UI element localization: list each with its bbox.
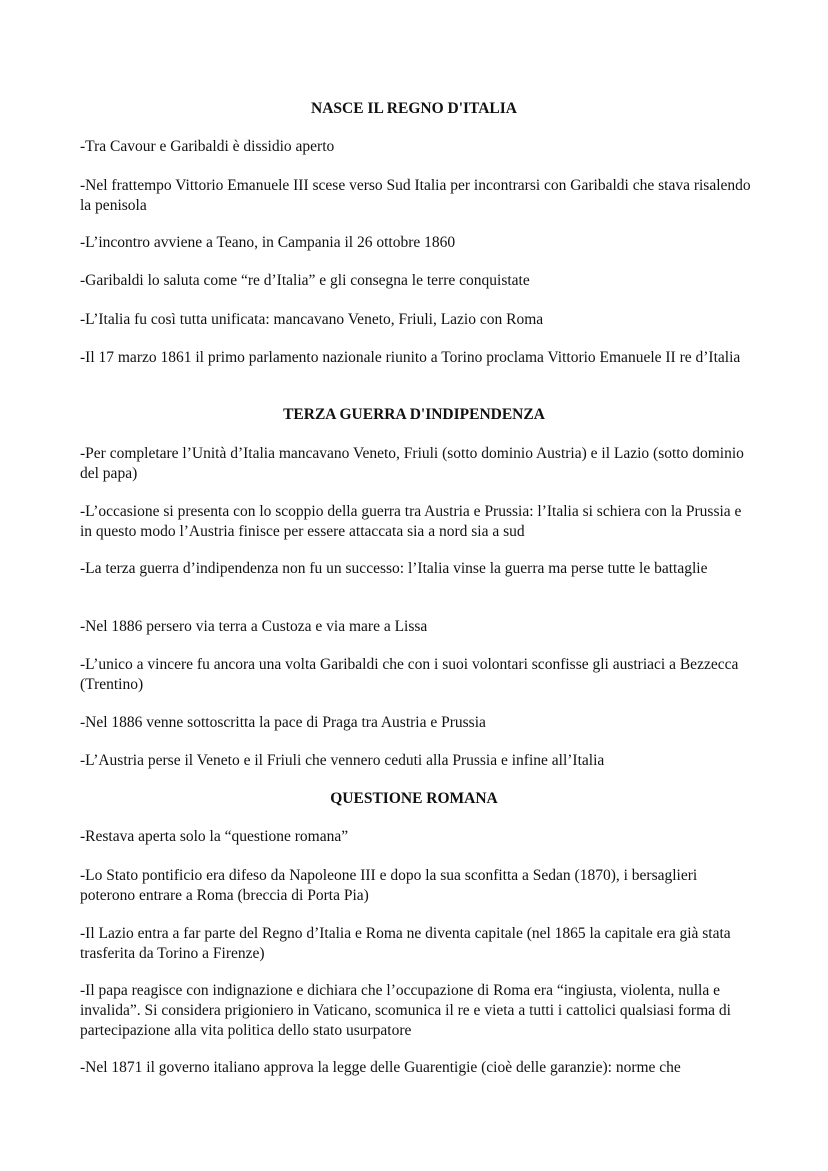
section-title: QUESTIONE ROMANA <box>330 790 498 807</box>
section-title: TERZA GUERRA D'INDIPENDENZA <box>283 406 545 423</box>
paragraph: -Lo Stato pontificio era difeso da Napoleone III e dopo la sua sconfitta a Sedan (1870), i bersaglieri poterono entrare a Roma (breccia di Porta Pia) <box>80 867 698 904</box>
paragraph: -L’unico a vincere fu ancora una volta Garibaldi che con i suoi volontari sconfisse gli austriaci a Bezzecca (Trentino) <box>80 656 739 693</box>
paragraph: -Il papa reagisce con indignazione e dichiara che l’occupazione di Roma era “ingiusta, violenta, nulla e invalida”. Si considera prigioniero in Vaticano, scomunica il re e vieta a tutti i cattolici qualsiasi forma di partecipazione alla vita politica dello stato usurpatore <box>80 982 731 1039</box>
paragraph: -Nel 1871 il governo italiano approva la legge delle Guarentigie (cioè delle garanzie): norme che <box>80 1059 681 1076</box>
paragraph: -Il 17 marzo 1861 il primo parlamento nazionale riunito a Torino proclama Vittorio Emanuele II re d’Italia <box>80 349 741 366</box>
section-title: NASCE IL REGNO D'ITALIA <box>311 100 517 117</box>
paragraph: -L’Austria perse il Veneto e il Friuli che vennero ceduti alla Prussia e infine all’Italia <box>80 752 605 769</box>
paragraph: -Nel frattempo Vittorio Emanuele III scese verso Sud Italia per incontrarsi con Garibaldi che stava risalendo la penisola <box>80 177 751 214</box>
paragraph: -Garibaldi lo saluta come “re d’Italia” e gli consegna le terre conquistate <box>80 272 530 289</box>
paragraph: -Tra Cavour e Garibaldi è dissidio aperto <box>80 138 335 155</box>
paragraph: -Restava aperta solo la “questione romana” <box>80 828 349 845</box>
paragraph: -Il Lazio entra a far parte del Regno d’Italia e Roma ne diventa capitale (nel 1865 la capitale era già stata trasferita da Torino a Firenze) <box>80 925 731 962</box>
paragraph: -L’incontro avviene a Teano, in Campania il 26 ottobre 1860 <box>80 234 456 251</box>
paragraph: -Per completare l’Unità d’Italia mancavano Veneto, Friuli (sotto dominio Austria) e il Lazio (sotto dominio del papa) <box>80 445 744 482</box>
paragraph: -Nel 1886 venne sottoscritta la pace di Praga tra Austria e Prussia <box>80 714 486 731</box>
paragraph: -L’Italia fu così tutta unificata: mancavano Veneto, Friuli, Lazio con Roma <box>80 311 544 328</box>
paragraph: -L’occasione si presenta con lo scoppio della guerra tra Austria e Prussia: l’Italia si schiera con la Prussia e in questo modo l’Austria finisce per essere attaccata sia a nord sia a sud <box>80 503 742 540</box>
paragraph: -La terza guerra d’indipendenza non fu un successo: l’Italia vinse la guerra ma perse tutte le battaglie <box>80 560 708 577</box>
paragraph: -Nel 1886 persero via terra a Custoza e via mare a Lissa <box>80 618 428 635</box>
